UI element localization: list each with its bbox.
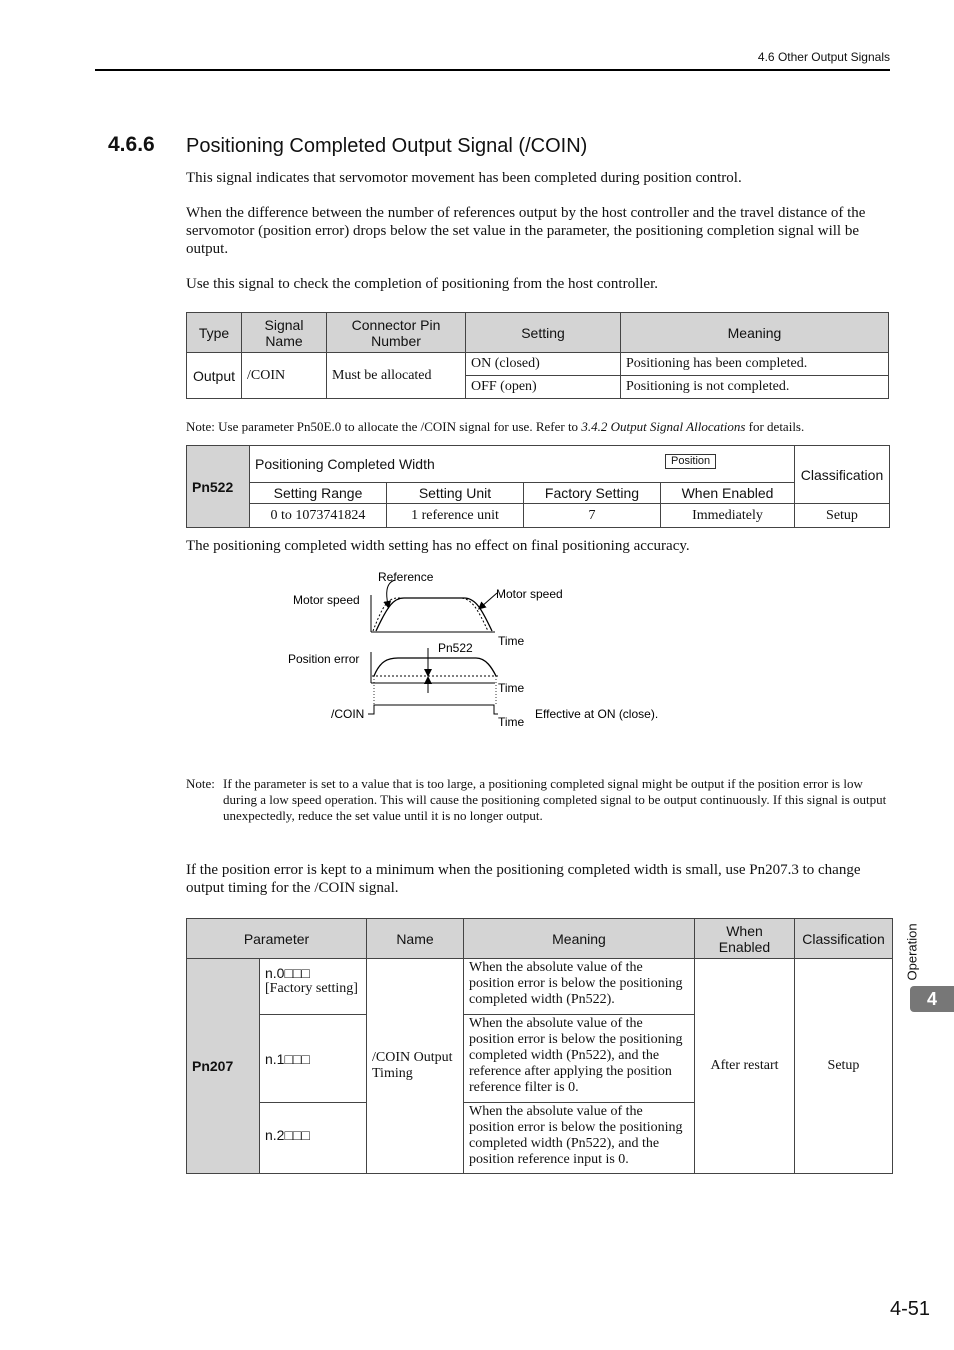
header-signal-name: Signal Name — [242, 313, 327, 353]
pn522-unit: 1 reference unit — [387, 504, 524, 528]
timing-diagram — [280, 565, 700, 735]
pn522-header-range: Setting Range — [250, 483, 387, 504]
pn522-range: 0 to 1073741824 — [250, 504, 387, 528]
pn522-classification: Setup — [795, 504, 890, 528]
pn207-meaning-0: When the absolute value of the position error is below the positioning completed width (Pn522). — [464, 959, 695, 1015]
cell-type: Output — [187, 353, 242, 399]
page-number: 4-51 — [889, 1298, 930, 1320]
header-type: Type — [187, 313, 242, 353]
label-reference: Reference — [378, 570, 434, 584]
pn207-header-enabled: When Enabled — [695, 919, 795, 959]
position-badge: Position — [665, 454, 716, 469]
motor-speed-arrow — [481, 593, 497, 607]
cell-signal: /COIN — [242, 353, 327, 399]
pn207-code-2: n.2□□□ — [260, 1103, 367, 1174]
reference-curve — [373, 598, 488, 631]
cell-meaning-on: Positioning has been completed. — [621, 353, 889, 376]
header-setting: Setting — [466, 313, 621, 353]
pn207-header-name: Name — [367, 919, 464, 959]
running-head: 4.6 Other Output Signals — [757, 50, 890, 64]
pn207-enabled: After restart — [695, 959, 795, 1174]
pn207-meaning-1: When the absolute value of the position error is below the positioning completed width (Pn522), and the reference after applying the position reference filter is 0. — [464, 1015, 695, 1103]
section-title: Positioning Completed Output Signal (/COIN) — [186, 135, 588, 157]
note-allocation-ref: 3.4.2 Output Signal Allocations — [581, 419, 746, 434]
pn207-name: /COIN Output Timing — [367, 959, 464, 1174]
pn522-param: Pn522 — [187, 446, 250, 528]
paragraph-usage: Use this signal to check the completion of positioning from the host controller. — [186, 276, 659, 292]
chapter-tab: 4 — [910, 986, 954, 1012]
label-pn522: Pn522 — [438, 641, 473, 655]
pn522-name-cell — [250, 446, 795, 483]
cell-connector: Must be allocated — [327, 353, 466, 399]
signal-table — [186, 312, 889, 399]
coin-signal — [368, 705, 498, 714]
pn207-header-meaning: Meaning — [464, 919, 695, 959]
label-coin: /COIN — [331, 707, 365, 721]
position-error-curve — [374, 658, 496, 676]
note-allocation-suffix: for details. — [745, 419, 805, 434]
note-large-value-text: If the parameter is set to a value that is too large, a positioning completed signal might be output if the position error is low during a low speed operation. This will cause the positioning completed signal to be output continuously. If this signal is output unexpectedly, reduce the set value until it is no longer output. — [223, 776, 887, 823]
pn207-table — [186, 918, 893, 1174]
pn522-enabled: Immediately — [661, 504, 795, 528]
paragraph-accuracy: The positioning completed width setting has no effect on final positioning accuracy. — [186, 538, 690, 554]
pn522-table — [186, 445, 890, 528]
note-large-value — [186, 776, 891, 824]
pn207-header-parameter: Parameter — [187, 919, 367, 959]
pn207-code-0-cell — [260, 959, 367, 1015]
chapter-label: Operation — [904, 923, 920, 981]
pn522-factory: 7 — [524, 504, 661, 528]
header-meaning: Meaning — [621, 313, 889, 353]
cell-meaning-off: Positioning is not completed. — [621, 376, 889, 399]
cell-setting-off: OFF (open) — [466, 376, 621, 399]
pn207-header-classification: Classification — [795, 919, 893, 959]
paragraph-intro: This signal indicates that servomotor movement has been completed during position control. — [186, 170, 742, 186]
header-connector: Connector Pin Number — [327, 313, 466, 353]
note-large-value-prefix: Note: — [186, 776, 215, 791]
pn207-param: Pn207 — [187, 959, 260, 1174]
pn207-factory-setting: [Factory setting] — [265, 981, 358, 996]
note-allocation-prefix: Note: Use parameter Pn50E.0 to allocate the /COIN signal for use. Refer to — [186, 419, 582, 434]
label-motor-speed-left: Motor speed — [293, 593, 360, 607]
pn522-header-factory: Factory Setting — [524, 483, 661, 504]
pn522-name: Positioning Completed Width — [255, 456, 435, 472]
pn522-header-unit: Setting Unit — [387, 483, 524, 504]
header-rule — [95, 69, 890, 71]
paragraph-description: When the difference between the number of references output by the host controller and the travel distance of the servomotor (position error) drops below the set value in the parameter, the positioning completion signal will be output. — [186, 205, 866, 257]
pn207-meaning-2: When the absolute value of the position error is below the positioning completed width (Pn522), and the position reference input is 0. — [464, 1103, 695, 1174]
section-number: 4.6.6 — [108, 133, 155, 156]
pn207-classification: Setup — [795, 959, 893, 1174]
pn522-classification-header: Classification — [795, 446, 890, 504]
cell-setting-on: ON (closed) — [466, 353, 621, 376]
label-time-1: Time — [498, 634, 525, 648]
label-position-error: Position error — [288, 652, 360, 666]
pn207-code-0: n.0□□□ — [265, 965, 310, 981]
label-motor-speed-right: Motor speed — [496, 587, 563, 601]
pn207-code-1: n.1□□□ — [260, 1015, 367, 1103]
label-time-3: Time — [498, 715, 525, 729]
label-effective: Effective at ON (close). — [535, 707, 659, 721]
paragraph-pn207: If the position error is kept to a minimum when the positioning completed width is small, use Pn207.3 to change output timing for the /COIN signal. — [186, 862, 861, 896]
label-time-2: Time — [498, 681, 525, 695]
motor-speed-curve — [376, 598, 492, 631]
pn522-header-enabled: When Enabled — [661, 483, 795, 504]
note-allocation — [186, 419, 891, 435]
